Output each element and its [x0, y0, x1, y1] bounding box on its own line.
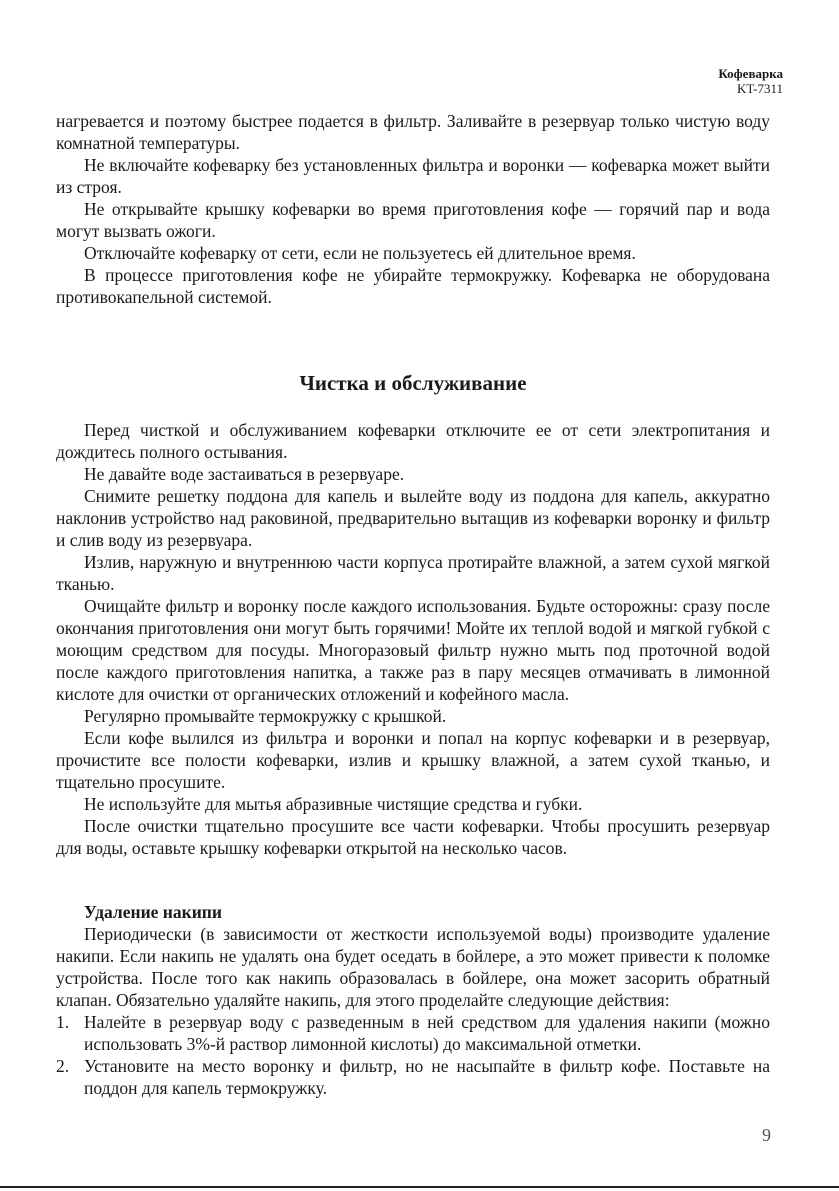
- step-text: Установите на место воронку и фильтр, но не насыпайте в фильтр кофе. Поставьте на поддон для капель термокружку.: [84, 1056, 770, 1098]
- list-item: [56, 1055, 770, 1099]
- section-paragraph: Снимите решетку поддона для капель и вылейте воду из поддона для капель, аккуратно наклонив устройство над раковиной, предварительно вытащив из кофеварки воронку и фильтр и слив воду из резервуара.: [56, 486, 770, 550]
- subsection-heading: Удаление накипи: [84, 902, 222, 922]
- section-paragraph: После очистки тщательно просушите все части кофеварки. Чтобы просушить резервуар для воды, оставьте крышку кофеварки открытой на несколько часов.: [56, 816, 770, 858]
- intro-paragraph: Не открывайте крышку кофеварки во время приготовления кофе — горячий пар и вода могут вызвать ожоги.: [56, 199, 770, 241]
- header-product-title: Кофеварка: [718, 66, 783, 81]
- intro-paragraph: Не включайте кофеварку без установленных фильтра и воронки — кофеварка может выйти из строя.: [56, 155, 770, 197]
- step-text: Налейте в резервуар воду с разведенным в ней средством для удаления накипи (можно использовать 3%-й раствор лимонной кислоты) до максимальной отметки.: [84, 1012, 770, 1054]
- intro-text: [56, 110, 770, 308]
- steps-list: [56, 1011, 770, 1099]
- header-model-number: KT-7311: [737, 81, 783, 96]
- step-number: 1.: [56, 1012, 70, 1032]
- intro-paragraph: Отключайте кофеварку от сети, если не пользуетесь ей длительное время.: [84, 243, 636, 263]
- section-paragraph: Не используйте для мытья абразивные чистящие средства и губки.: [84, 794, 583, 814]
- section-paragraph: Регулярно промывайте термокружку с крышкой.: [84, 706, 447, 726]
- intro-paragraph: В процессе приготовления кофе не убирайте термокружку. Кофеварка не оборудована противокапельной системой.: [56, 265, 770, 307]
- descaling-section: [56, 901, 770, 1099]
- page-number: 9: [762, 1125, 771, 1145]
- section-paragraph: Если кофе вылился из фильтра и воронки и попал на корпус кофеварки и в резервуар, прочистите все полости кофеварки, излив и крышку влажной, а затем сухой тканью, и тщательно просушите.: [56, 728, 770, 792]
- section-text: [56, 419, 770, 859]
- intro-paragraph: нагревается и поэтому быстрее подается в фильтр. Заливайте в резервуар только чистую воду комнатной температуры.: [56, 111, 770, 153]
- subsection-paragraph: Периодически (в зависимости от жесткости используемой воды) производите удаление накипи. Если накипь не удалять она будет оседать в бойлере, а это может привести к поломке устройства. После того как накипь образовалась в бойлере, она может засорить обратный клапан. Обязательно удаляйте накипь, для этого проделайте следующие действия:: [56, 924, 770, 1010]
- list-item: [56, 1011, 770, 1055]
- page-header: [718, 66, 783, 96]
- page-bottom-rule: [0, 1186, 839, 1188]
- section-paragraph: Не давайте воде застаиваться в резервуаре.: [84, 464, 405, 484]
- section-paragraph: Очищайте фильтр и воронку после каждого использования. Будьте осторожны: сразу после окончания приготовления они могут быть горячими! Мойте их теплой водой и мягкой губкой с моющим средством для посуды. Многоразовый фильтр нужно мыть под проточной водой после каждого приготовления напитка, а также раз в пару месяцев отмачивать в лимонной кислоте для очистки от органических отложений и кофейного масла.: [56, 596, 770, 704]
- section-paragraph: Излив, наружную и внутреннюю части корпуса протирайте влажной, а затем сухой мягкой тканью.: [56, 552, 770, 594]
- step-number: 2.: [56, 1056, 70, 1076]
- section-paragraph: Перед чисткой и обслуживанием кофеварки отключите ее от сети электропитания и дождитесь полного остывания.: [56, 420, 770, 462]
- section-heading: Чистка и обслуживание: [299, 371, 527, 395]
